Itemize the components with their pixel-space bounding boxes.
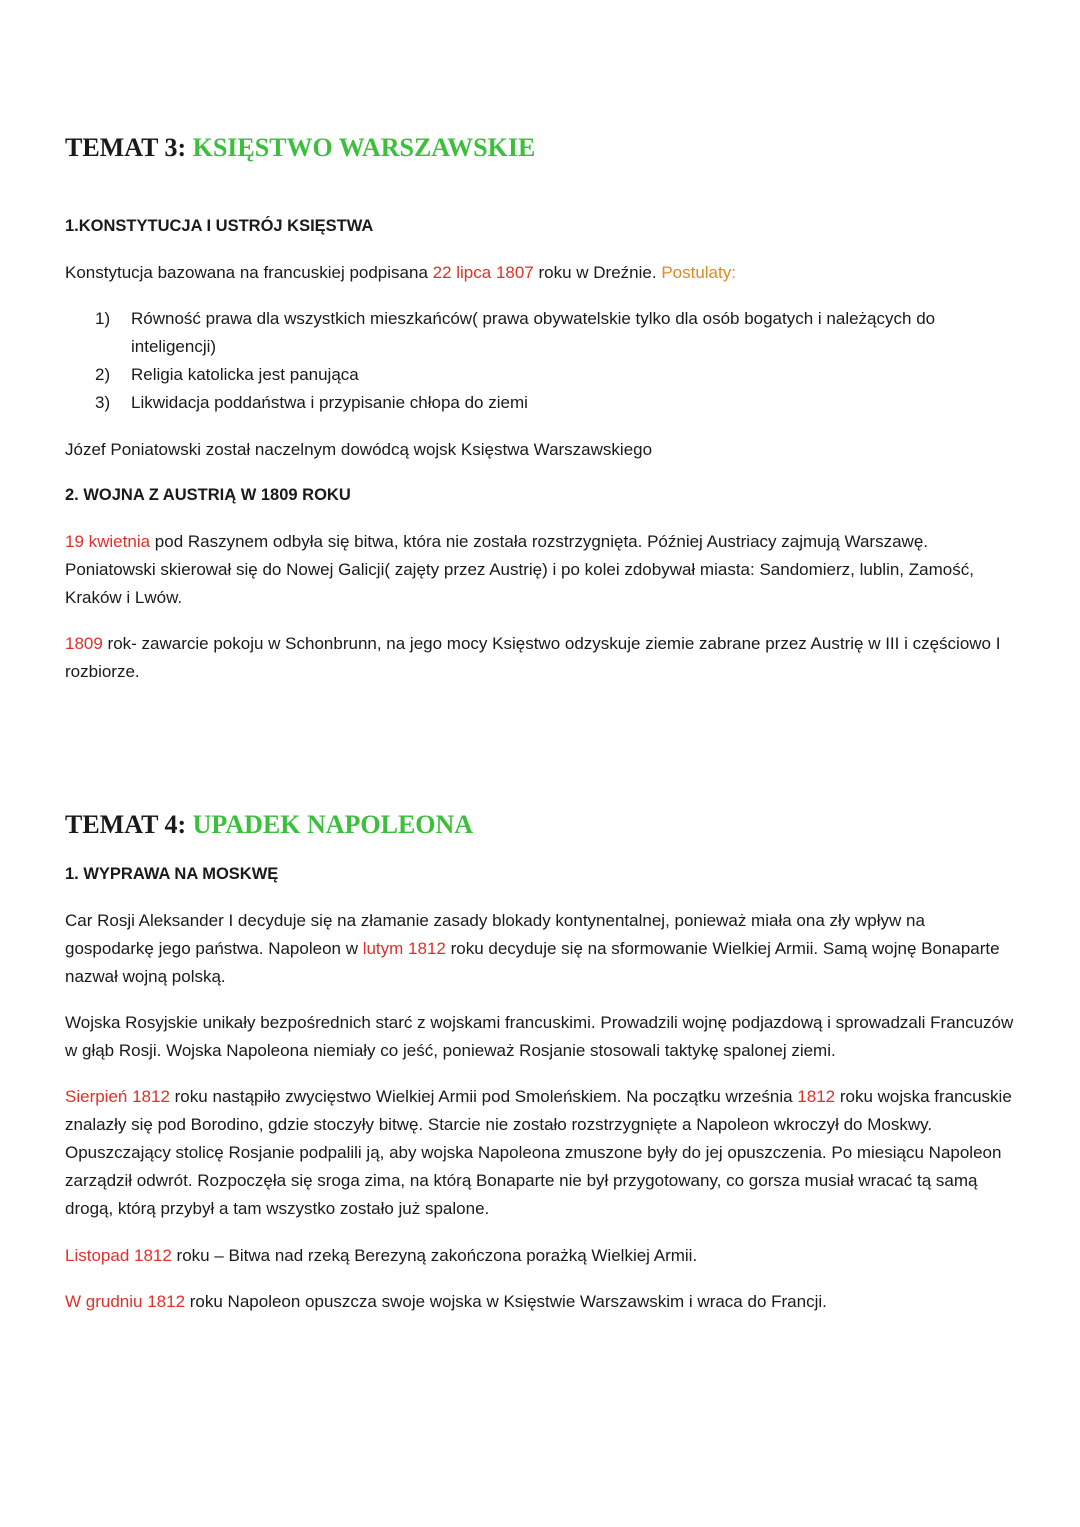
- berezyna-text: roku – Bitwa nad rzeką Berezyną zakończona porażką Wielkiej Armii.: [171, 1246, 698, 1265]
- section-austria-war-heading: 2. WOJNA Z AUSTRIĄ W 1809 ROKU: [65, 486, 351, 504]
- postulates-list: [95, 305, 995, 417]
- blockade-text-b: roku decyduje się na sformowanie Wielkiej Armii. Samą wojnę Bonaparte nazwał wojną polską.: [65, 939, 1000, 986]
- list-item: [95, 361, 995, 389]
- list-item-text: Równość prawa dla wszystkich mieszkańców( prawa obywatelskie tylko dla osób bogatych i należących do inteligencji): [131, 309, 936, 356]
- topic-4-prefix: TEMAT 4:: [65, 810, 193, 839]
- list-item-text: Likwidacja poddaństwa i przypisanie chłopa do ziemi: [131, 393, 528, 412]
- raszyn-paragraph: [65, 528, 1015, 612]
- constitution-date: 22 lipca 1807: [432, 263, 534, 282]
- constitution-intro-text: Konstytucja bazowana na francuskiej podpisana: [65, 263, 433, 282]
- list-item-number: 1): [95, 309, 111, 328]
- campaign-text-b: roku wojska francuskie znalazły się pod Borodino, gdzie stoczyły bitwę. Starcie nie zostało rozstrzygnięte a Napoleon wkroczył do Moskwy. Opuszczający stolicę Rosjanie podpalili ją, aby wojska Napoleona zmuszone były do jej opuszczenia. Po miesiącu Napoleon zarządził odwrót. Rozpoczęła się sroga zima, na którą Bonaparte nie był przygotowany, co gorsza musiał wracać tą samą drogą, którą przybył a tam wszystko zostało już spalone.: [65, 1087, 1012, 1218]
- schonbrunn-date: 1809: [65, 634, 103, 653]
- raszyn-date: 19 kwietnia: [65, 532, 151, 551]
- postulaty-label: Postulaty:: [661, 263, 736, 282]
- constitution-place: roku w Dreźnie.: [533, 263, 662, 282]
- schonbrunn-text: rok- zawarcie pokoju w Schonbrunn, na jego mocy Księstwo odzyskuje ziemie zabrane przez Austrię w III i częściowo I rozbiorze.: [65, 634, 1001, 681]
- raszyn-text: pod Raszynem odbyła się bitwa, która nie została rozstrzygnięta. Później Austriacy zajmują Warszawę. Poniatowski skierował się do Nowej Galicji( zajęty przez Austrię) i po kolei zdobywał miasta: Sandomierz, lublin, Zamość, Kraków i Lwów.: [65, 532, 974, 607]
- constitution-intro: [65, 259, 1015, 287]
- topic-3-title: [65, 133, 535, 163]
- campaign-date-august: Sierpień 1812: [65, 1087, 170, 1106]
- schonbrunn-paragraph: [65, 630, 1015, 686]
- list-item-number: 2): [95, 365, 111, 384]
- december-text: roku Napoleon opuszcza swoje wojska w Księstwie Warszawskim i wraca do Francji.: [185, 1292, 827, 1311]
- blockade-paragraph: [65, 907, 1015, 991]
- campaign-paragraph: [65, 1083, 1015, 1223]
- list-item: [95, 305, 995, 361]
- list-item-number: 3): [95, 393, 111, 412]
- topic-4-title: [65, 810, 473, 840]
- russian-tactics-paragraph: Wojska Rosyjskie unikały bezpośrednich starć z wojskami francuskimi. Prowadzili wojnę podjazdową i sprowadzali Francuzów w głąb Rosji. Wojska Napoleona niemiały co jeść, ponieważ Rosjanie stosowali taktykę spalonej ziemi.: [65, 1013, 1014, 1060]
- campaign-text-a: roku nastąpiło zwycięstwo Wielkiej Armii pod Smoleńskiem. Na początku września: [169, 1087, 798, 1106]
- berezyna-paragraph: [65, 1242, 1015, 1270]
- december-paragraph: [65, 1288, 1015, 1316]
- list-item-text: Religia katolicka jest panująca: [131, 365, 359, 384]
- blockade-date: lutym 1812: [362, 939, 446, 958]
- topic-3-name: KSIĘSTWO WARSZAWSKIE: [192, 133, 536, 162]
- list-item: [95, 389, 995, 417]
- section-moscow-heading: 1. WYPRAWA NA MOSKWĘ: [65, 865, 279, 883]
- berezyna-date: Listopad 1812: [65, 1246, 172, 1265]
- campaign-date-september: 1812: [797, 1087, 836, 1106]
- section-constitution-heading: 1.KONSTYTUCJA I USTRÓJ KSIĘSTWA: [65, 217, 374, 235]
- december-date: W grudniu 1812: [65, 1292, 186, 1311]
- topic-4-name: UPADEK NAPOLEONA: [192, 810, 474, 839]
- commander-paragraph: Józef Poniatowski został naczelnym dowódcą wojsk Księstwa Warszawskiego: [65, 440, 653, 459]
- topic-3-prefix: TEMAT 3:: [65, 133, 193, 162]
- blockade-text-a: Car Rosji Aleksander I decyduje się na złamanie zasady blokady kontynentalnej, ponieważ miała ona zły wpływ na gospodarkę jego państwa. Napoleon w: [65, 911, 925, 958]
